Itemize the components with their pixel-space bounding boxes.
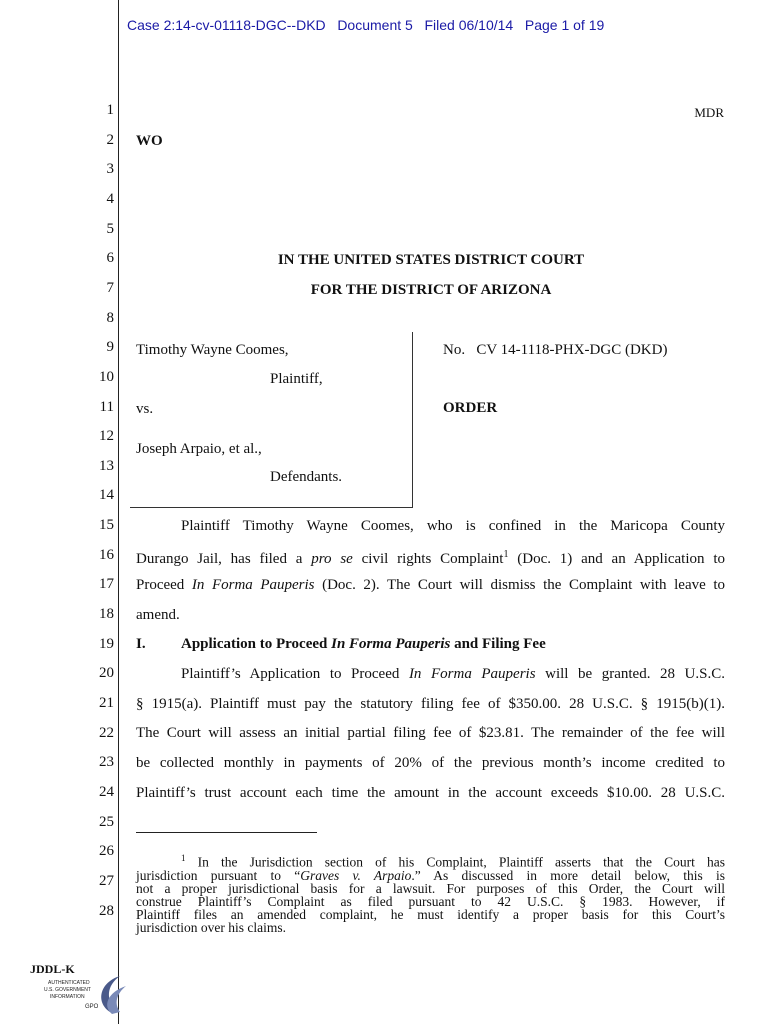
body-line: amend. (136, 607, 180, 623)
line-number: 12 (99, 428, 114, 445)
section-heading: I. Application to Proceed In Forma Pauperis and Filing Fee (136, 636, 546, 652)
line-number: 1 (106, 102, 114, 118)
line-number: 17 (99, 576, 114, 593)
line-number: 23 (99, 754, 114, 771)
line-number: 22 (99, 724, 114, 741)
line-number: 24 (99, 783, 114, 800)
caption-vertical-rule (412, 332, 413, 508)
body-line: § 1915(a). Plaintiff must pay the statutory filing fee of $350.00. 28 U.S.C. § 1915(b)(1). (136, 696, 725, 712)
line-number: 26 (99, 843, 114, 860)
footnote: $^1$ In the Jurisdiction section of his Complaint, Plaintiff asserts that the Court has jurisdiction pursuant to “Graves v. Arpaio.” As discussed in more detail below, this is not a proper jurisdictional basis for a lawsuit. For purposes of this Order, the Court will construe Plaintiff’s Complaint as filed pursuant to 42 U.S.C. § 1983. However, if Plaintiff files an amended complaint, he must identify a proper basis for this Court’s jurisdiction over his claims. (136, 853, 726, 935)
line-number: 7 (106, 279, 114, 296)
footnote-reference: 1 (503, 549, 509, 560)
line-number: 21 (99, 695, 114, 711)
line-number: 3 (106, 161, 114, 178)
body-line: Durango Jail, has filed a pro se civil rights Complaint$^1$ (Doc. 1) and an Application to (136, 549, 725, 567)
mdr-initials: MDR (694, 105, 724, 120)
line-number: 11 (99, 398, 114, 415)
line-number: 15 (99, 517, 114, 534)
body-line: The Court will assess an initial partial filing fee of $23.81. The remainder of the fee will (136, 725, 725, 741)
line-number: 16 (99, 546, 114, 563)
line-number: 4 (106, 190, 114, 207)
footnote-rule (136, 832, 317, 833)
jddl-code: JDDL-K (30, 962, 75, 976)
court-district: FOR THE DISTRICT OF ARIZONA (310, 282, 552, 298)
court-name: IN THE UNITED STATES DISTRICT COURT (277, 252, 585, 268)
gpo-authentication-seal-icon (40, 972, 130, 1016)
defendant-name: Joseph Arpaio, et al., (136, 441, 262, 457)
line-number: 8 (106, 309, 114, 326)
case-header: Case 2:14-cv-01118-DGC--DKD Document 5 Filed 06/10/14 Page 1 of 19 (127, 17, 605, 33)
line-number: 10 (99, 368, 114, 385)
svg-text:AUTHENTICATED: AUTHENTICATED (48, 980, 90, 986)
body-line: Plaintiff Timothy Wayne Coomes, who is confined in the Maricopa County (181, 518, 725, 534)
wo-label: WO (136, 133, 163, 149)
line-number: 2 (106, 131, 114, 148)
document-title: ORDER (443, 400, 498, 416)
svg-text:GPO: GPO (85, 1004, 99, 1010)
plaintiff-name: Timothy Wayne Coomes, (136, 342, 289, 358)
body-line: Plaintiff’s trust account each time the amount in the account exceeds $10.00. 28 U.S.C. (136, 785, 725, 801)
line-number: 28 (99, 902, 114, 919)
line-number: 20 (99, 665, 114, 682)
footnote-mark: 1 (181, 853, 186, 863)
line-number: 5 (106, 220, 114, 237)
plaintiff-label: Plaintiff, (270, 371, 323, 387)
body-line: be collected monthly in payments of 20% of the previous month’s income credited to (136, 755, 725, 771)
line-number: 6 (106, 250, 114, 267)
line-number: 18 (99, 606, 114, 623)
body-line: Plaintiff’s Application to Proceed In Forma Pauperis will be granted. 28 U.S.C. (181, 666, 725, 682)
svg-text:INFORMATION: INFORMATION (50, 994, 85, 1000)
line-number: 19 (99, 635, 114, 652)
line-number: 25 (99, 813, 114, 830)
svg-text:U.S. GOVERNMENT: U.S. GOVERNMENT (44, 987, 91, 993)
versus: vs. (136, 401, 154, 417)
left-margin-rule (118, 0, 119, 1024)
line-number: 14 (99, 487, 114, 504)
defendant-label: Defendants. (270, 469, 343, 485)
line-number: 13 (99, 457, 114, 474)
line-number: 27 (99, 872, 114, 889)
case-number: No. CV 14-1118-PHX-DGC (DKD) (443, 342, 668, 358)
line-number: 9 (106, 339, 114, 356)
body-line: Proceed In Forma Pauperis (Doc. 2). The Court will dismiss the Complaint with leave to (136, 577, 725, 593)
caption-bottom-rule (130, 507, 413, 508)
